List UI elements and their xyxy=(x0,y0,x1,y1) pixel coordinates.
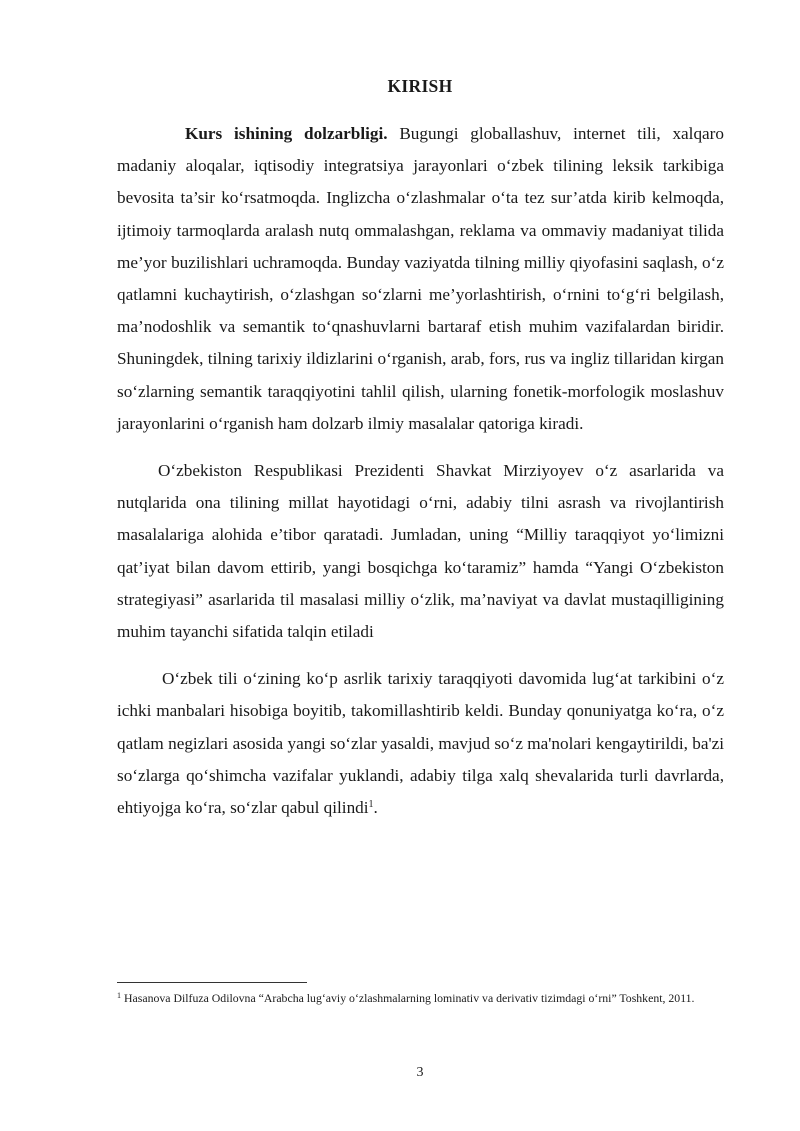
paragraph-lead-heading: Kurs ishining dolzarbligi. xyxy=(185,124,388,143)
paragraph-end-punctuation: . xyxy=(373,798,378,818)
page-title: KIRISH xyxy=(387,76,453,96)
footnote-reference[interactable]: 1 xyxy=(368,799,374,811)
paragraph-text: O‘zbek tili o‘zining ko‘p asrlik tarixiy taraqqiyoti davomida lug‘at tarkibini o‘z ichki manbalari hisobiga boyitib, takomillashtirib keldi. Bunday qonuniyatga ko‘ra, o‘z qatlam negizlari asosida yangi so‘zlar yasaldi, mavjud so‘z ma'nolari kengaytirildi, ba'zi so‘zlarga qo‘shimcha vazifalar yuklandi, adabiy tilga xalq shevalarida turli davrlarda, ehtiyojga ko‘ra, so‘zlar qabul qilindi xyxy=(117,669,724,818)
page-number: 3 xyxy=(416,1065,424,1080)
paragraph-text: O‘zbekiston Respublikasi Prezidenti Shavkat Mirziyoyev o‘z asarlarida va nutqlarida ona tilining millat hayotidagi o‘rni, adabiy tilni asrash va rivojlantirish masalalariga alohida e’tibor qaratadi. Jumladan, uning “Milliy taraqqiyot yo‘limizni qat’iyat bilan davom ettirib, yangi bosqichga ko‘taramiz” hamda “Yangi O‘zbekiston strategiyasi” asarlarida til masalasi milliy o‘zlik, ma’naviyat va davlat mustaqilligining muhim tayanchi sifatida talqin etiladi xyxy=(117,461,724,642)
paragraph-vocabulary xyxy=(117,663,724,824)
footnote-text: Hasanova Dilfuza Odilovna “Arabcha lug‘aviy o‘zlashmalarning lominativ va derivativ tizimdagi o‘rni” Toshkent, 2011. xyxy=(124,991,695,1005)
paragraph-president xyxy=(117,455,724,648)
paragraph-text: Bugungi globallashuv, internet tili, xalqaro madaniy aloqalar, iqtisodiy integratsiya jarayonlari o‘zbek tilining leksik tarkibiga bevosita ta’sir ko‘rsatmoqda. Inglizcha o‘zlashmalar o‘ta tez sur’atda kirib kelmoqda, ijtimoiy tarmoqlarda aralash nutq ommalashgan, reklama va ommaviy madaniyat tilida me’yor buzilishlari uchramoqda. Bunday vaziyatda tilning milliy qiyofasini saqlash, o‘z qatlamni kuchaytirish, o‘zlashgan so‘zlarni me’yorlashtirish, o‘rnini to‘g‘ri belgilash, ma’nodoshlik va semantik to‘qnashuvlarni bartaraf etish muhim vazifalardan biridir. Shuningdek, tilning tarixiy ildizlarini o‘rganish, arab, fors, rus va ingliz tillaridan kirgan so‘zlarning semantik taraqqiyotini tahlil qilish, ularning fonetik-morfologik moslashuv jarayonlarini o‘rganish ham dolzarb ilmiy masalalar qatoriga kiradi. xyxy=(117,124,724,433)
body-text xyxy=(117,118,724,824)
footnote xyxy=(117,990,717,1007)
footnote-separator xyxy=(117,982,307,983)
footnote-mark: 1 xyxy=(117,991,121,1000)
paragraph-relevance xyxy=(117,118,724,440)
